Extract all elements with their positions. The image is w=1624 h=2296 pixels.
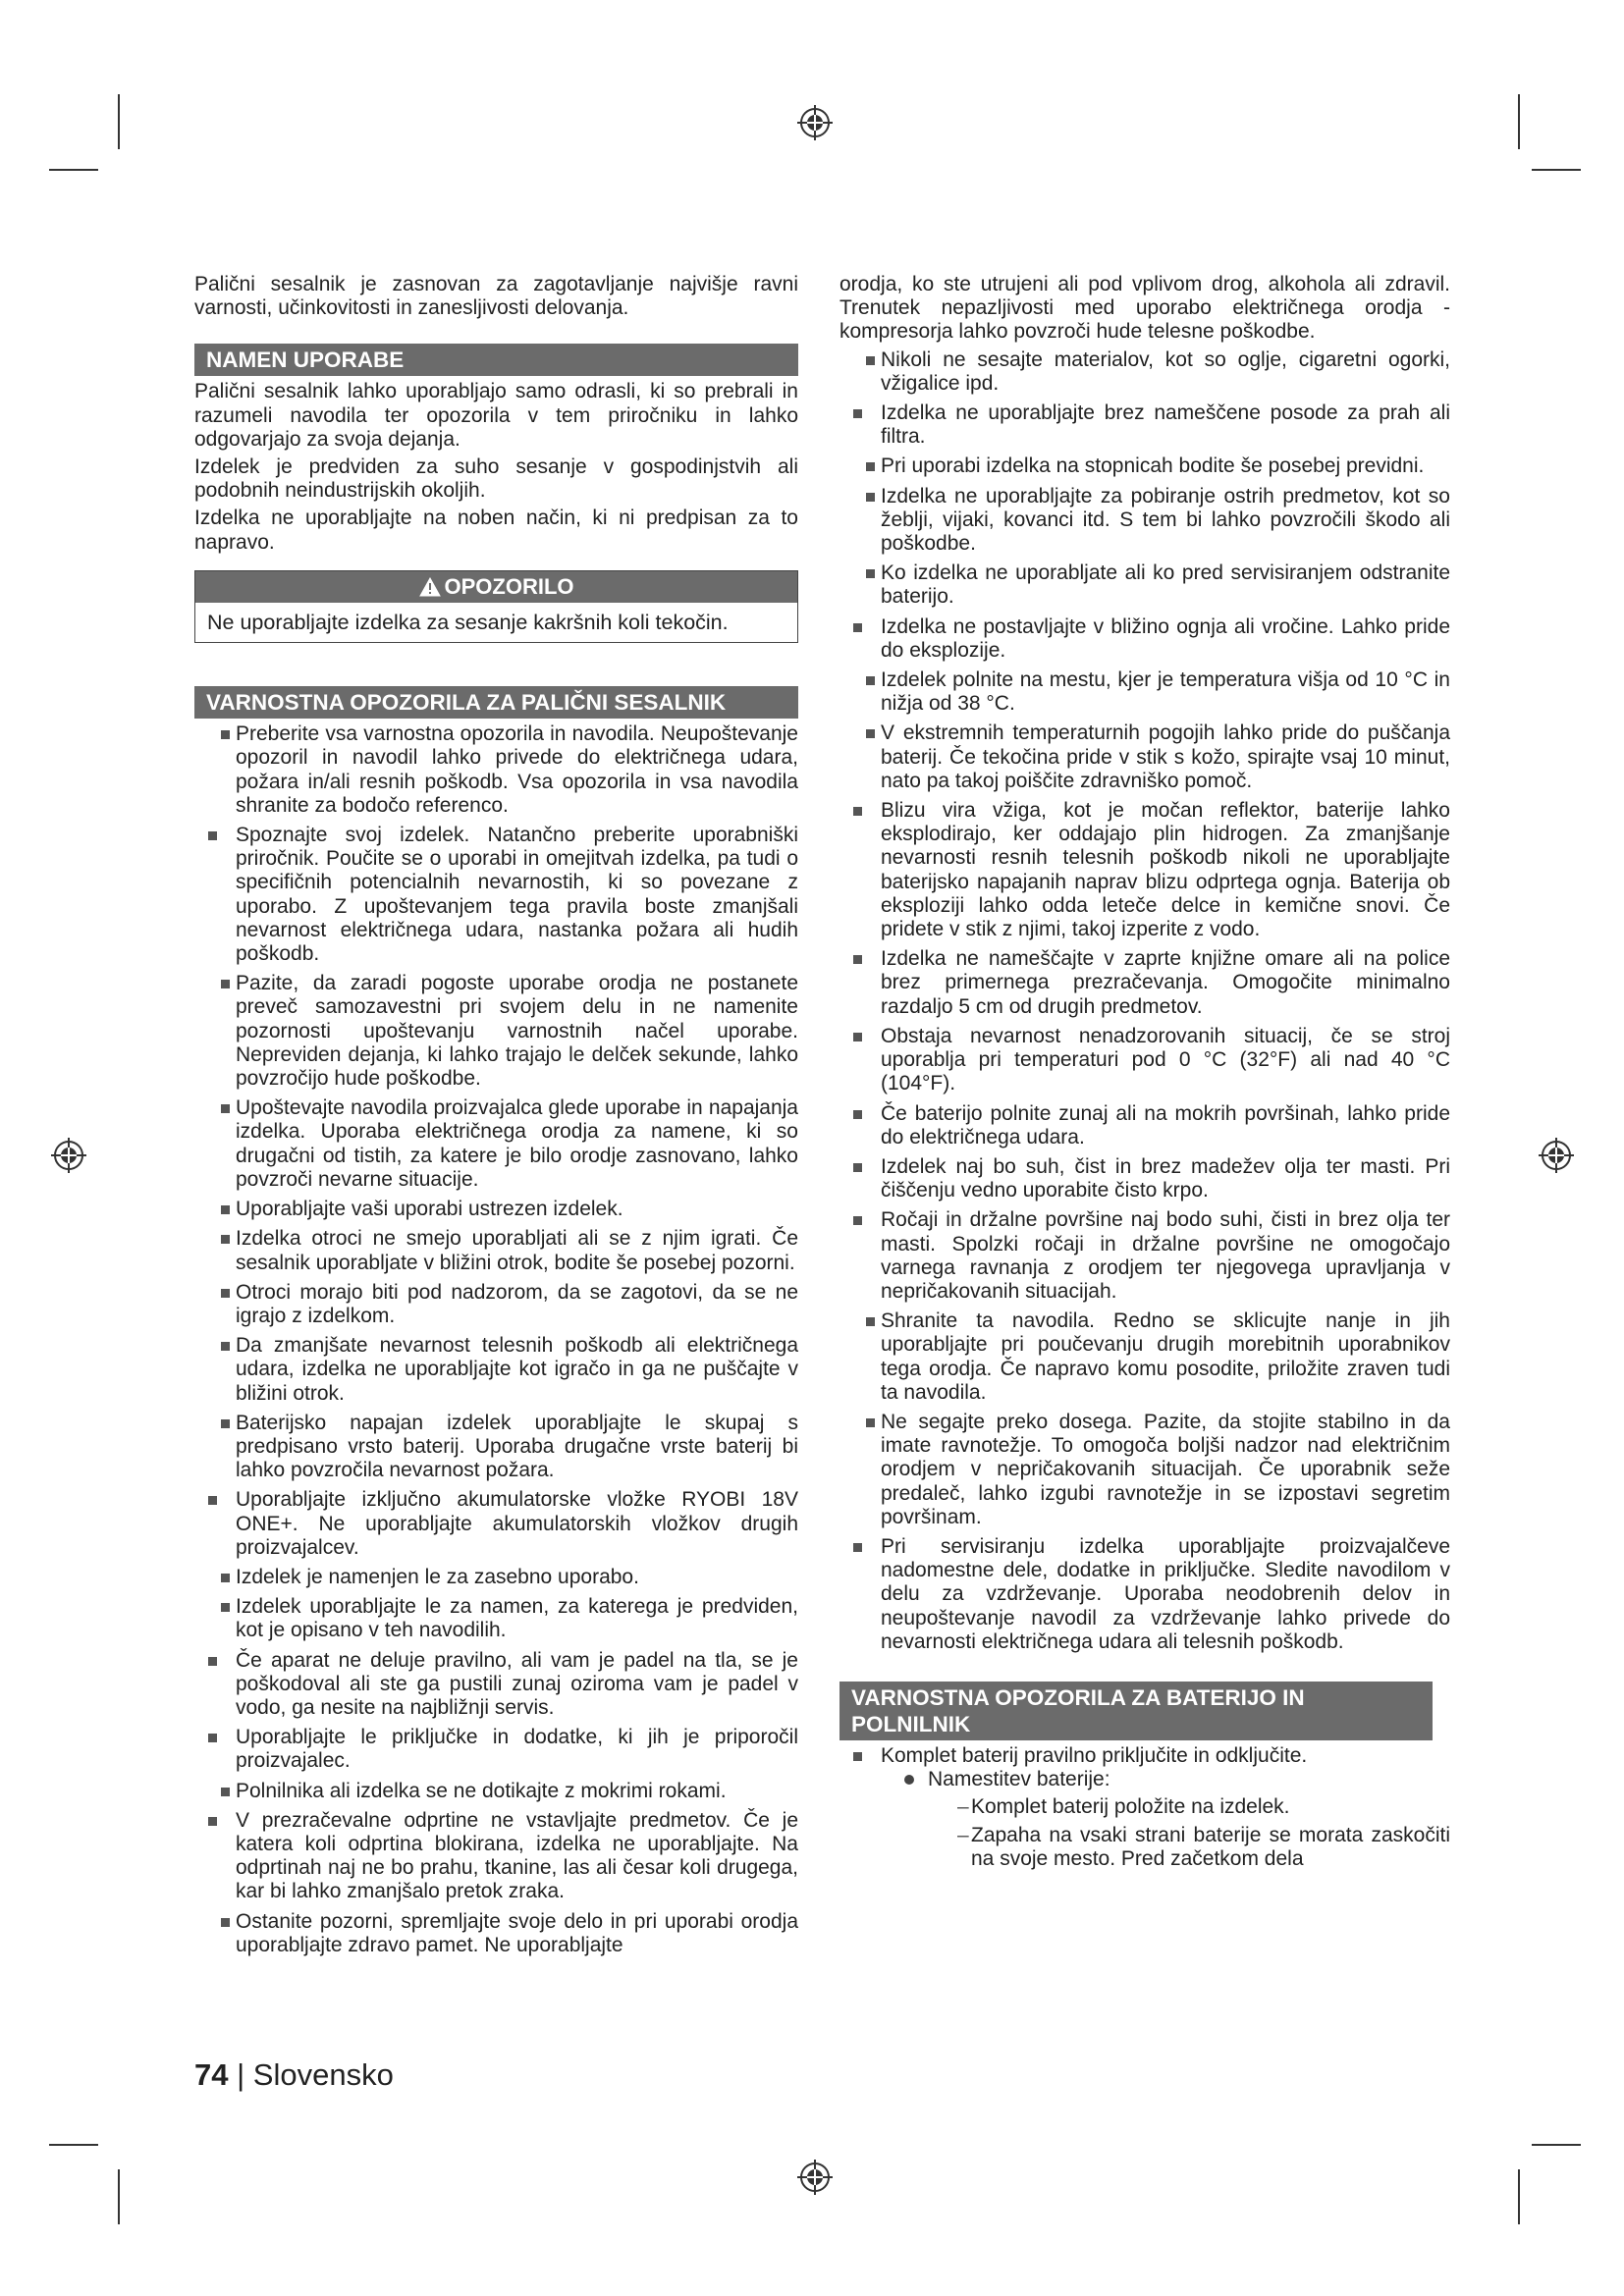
list-item: Če baterijo polnite zunaj ali na mokrih površinah, lahko pride do električnega udara.: [839, 1102, 1450, 1149]
list-item: Pri uporabi izdelka na stopnicah bodite še posebej previdni.: [839, 454, 1450, 478]
dash-item: – Komplet baterij položite na izdelek.: [957, 1795, 1450, 1819]
registration-mark-icon: [795, 103, 835, 142]
registration-mark-icon: [49, 1136, 88, 1175]
safety-list-left: [194, 722, 798, 1957]
left-column: [194, 273, 798, 1963]
crop-mark: [1532, 169, 1581, 171]
section-heading-safety: VARNOSTNA OPOZORILA ZA PALIČNI SESALNIK: [194, 686, 798, 719]
list-item: Preberite vsa varnostna opozorila in navodila. Neupoštevanje opozoril in navodil lahko privede do električnega udara, požara in/ali resnih poškodb. Vsa opozorila in vsa navodila shranite za bodočo referenco.: [194, 722, 798, 818]
warning-triangle-icon: [419, 577, 441, 597]
list-item: V prezračevalne odprtine ne vstavljajte predmetov. Če je katera koli odprtina blokirana, izdelka ne uporabljajte. Na odprtinah naj ne bo prahu, tkanine, las ali česar koli drugega, kar bi lahko zmanjšalo pretok zraka.: [194, 1809, 798, 1904]
list-item: Polnilnika ali izdelka se ne dotikajte z mokrimi rokami.: [194, 1780, 798, 1803]
list-item: Shranite ta navodila. Redno se sklicujte nanje in jih uporabljajte pri poučevanju drugih morebitnih uporabnikov tega orodja. Če napravo komu posodite, priložite zraven tudi ta navodila.: [839, 1309, 1450, 1405]
warning-title: OPOZORILO: [444, 573, 574, 599]
list-item: Baterijsko napajan izdelek uporabljajte le skupaj s predpisano vrsto baterij. Uporaba drugačne vrste baterij bi lahko povzročila nevarnost požara.: [194, 1412, 798, 1483]
warning-title-bar: [195, 571, 797, 603]
list-item: V ekstremnih temperaturnih pogojih lahko pride do puščanja baterij. Če tekočina pride v stik s kožo, spirajte vsaj 10 minut, nato pa takoj poiščite zdravniško pomoč.: [839, 721, 1450, 793]
page-number: 74: [194, 2057, 229, 2092]
namen-paragraph: Izdelek je predviden za suho sesanje v gospodinjstvih ali podobnih neindustrijskih okoljih.: [194, 455, 798, 503]
section-heading-battery: VARNOSTNA OPOZORILA ZA BATERIJO IN POLNILNIK: [839, 1682, 1433, 1740]
list-item: Ne segajte preko dosega. Pazite, da stojite stabilno in da imate ravnotežje. To omogoča boljši nadzor nad električnim orodjem v nepričakovanih situacijah. Če uporabnik seže predaleč, lahko izgubi ravnotežje in se izpostavi segretim površinam.: [839, 1411, 1450, 1529]
warning-box: [194, 570, 798, 643]
crop-mark: [1518, 94, 1520, 149]
footer-separator: |: [237, 2057, 245, 2092]
dash-list: [928, 1795, 1450, 1871]
crop-mark: [118, 2169, 120, 2224]
section-heading-namen: NAMEN UPORABE: [194, 344, 798, 376]
list-item: Ko izdelka ne uporabljate ali ko pred servisiranjem odstranite baterijo.: [839, 561, 1450, 609]
right-column: [839, 273, 1450, 1877]
footer-language: Slovensko: [252, 2057, 394, 2092]
intro-text: Palični sesalnik je zasnovan za zagotavljanje najvišje ravni varnosti, učinkovitosti in zanesljivosti delovanja.: [194, 273, 798, 320]
bullet-dot-icon: [904, 1775, 914, 1785]
list-item: Izdelek naj bo suh, čist in brez madežev olja ter masti. Pri čiščenju vedno uporabite čisto krpo.: [839, 1155, 1450, 1202]
crop-mark: [49, 2144, 98, 2146]
battery-list: [839, 1744, 1450, 1871]
list-item: Uporabljajte vaši uporabi ustrezen izdelek.: [194, 1198, 798, 1221]
safety-list-right: [839, 348, 1450, 1654]
crop-mark: [118, 94, 120, 149]
list-item: Otroci morajo biti pod nadzorom, da se zagotovi, da se ne igrajo z izdelkom.: [194, 1281, 798, 1328]
battery-sublist: [881, 1768, 1450, 1871]
list-item: Spoznajte svoj izdelek. Natančno preberite uporabniški priročnik. Poučite se o uporabi in omejitvah izdelka, pa tudi o specifičnih potencialnih nevarnostih, ki so povezane z uporabo. Z upoštevanjem tega pravila boste zmanjšali nevarnost električnega udara, nastanka požara ali hudih poškodb.: [194, 824, 798, 966]
list-item: Izdelek uporabljajte le za namen, za katerega je predviden, kot je opisano v teh navodilih.: [194, 1595, 798, 1642]
crop-mark: [49, 169, 98, 171]
battery-item-text: Komplet baterij pravilno priključite in odklj​učite.: [881, 1743, 1308, 1767]
crop-mark: [1532, 2144, 1581, 2146]
list-item: Da zmanjšate nevarnost telesnih poškodb ali električnega udara, izdelka ne uporabljajte kot igračo in ga ne puščajte v bližini otrok.: [194, 1334, 798, 1406]
warning-text: Ne uporabljajte izdelka za sesanje kakršnih koli tekočin.: [207, 611, 729, 635]
list-item: Upoštevajte navodila proizvajalca glede uporabe in napajanja izdelka. Uporaba električnega orodja za namene, ki so drugačni od tistih, za katere je bilo orodje zasnovano, lahko povzroči nevarne situacije.: [194, 1096, 798, 1192]
namen-paragraph: Izdelka ne uporabljajte na noben način, ki ni predpisan za to napravo.: [194, 507, 798, 554]
page-footer: [194, 2057, 394, 2093]
list-item: Izdelek je namenjen le za zasebno uporabo.: [194, 1566, 798, 1589]
continuation-text: orodja, ko ste utrujeni ali pod vplivom drog, alkohola ali zdravil. Trenutek nepazljivosti med uporabo električnega orodja - kompresorja lahko povzroči hude telesne poškodbe.: [839, 273, 1450, 344]
list-item: Ročaji in držalne površine naj bodo suhi, čisti in brez olja ter masti. Spolzki ročaji in držalne površine ne omogočajo varnega ravnanja z orodjem ter njegovega upravljanja v nepričakovanih situacijah.: [839, 1208, 1450, 1304]
dash-item: – Zapaha na vsaki strani baterije se morata zaskočiti na svoje mesto. Pred začetkom dela: [957, 1824, 1450, 1871]
list-item: [839, 1744, 1450, 1871]
list-item: Pri servisiranju izdelka uporabljajte proizvajalčeve nadomestne dele, dodatke in priključke. Sledite navodilom v delu za vzdrževanje. Uporaba neodobrenih delov in neupoštevanje navodil za vzdrževanje lahko privede do nevarnosti električnega udara ali telesnih poškodb.: [839, 1535, 1450, 1654]
list-item: Izdelka ne uporabljajte za pobiranje ostrih predmetov, kot so žeblji, vijaki, kovanci itd. S tem bi lahko povzročili škodo ali poškodbe.: [839, 485, 1450, 557]
list-item: Blizu vira vžiga, kot je močan reflektor, baterije lahko eksplodirajo, ker oddajajo plin hidrogen. Za zmanjšanje nevarnosti resnih telesnih poškodb nikoli ne uporabljajte baterijsko napajanih naprav blizu odprtega ognja. Baterija ob eksploziji lahko odda leteče delce in kemične snovi. Če pridete v stik z njimi, takoj izperite z vodo.: [839, 799, 1450, 941]
crop-mark: [1518, 2169, 1520, 2224]
list-item: Pazite, da zaradi pogoste uporabe orodja ne postanete preveč samozavestni pri svojem delu in ne namenite pozornosti upoštevanju varnostnih načel uporabe. Nepreviden dejanja, ki lahko trajajo le delček sekunde, lahko povzročijo hude poškodbe.: [194, 972, 798, 1091]
list-item: Izdelek polnite na mestu, kjer je temperatura višja od 10 °C in nižja od 38 °C.: [839, 668, 1450, 716]
list-item: Izdelka ne uporabljajte brez nameščene posode za prah ali filtra.: [839, 401, 1450, 449]
namen-paragraph: Palični sesalnik lahko uporabljajo samo odrasli, ki so prebrali in razumeli navodila ter opozorila v tem priročniku in lahko odgovarjajo za svoja dejanja.: [194, 380, 798, 451]
list-item: Če aparat ne deluje pravilno, ali vam je padel na tla, se je poškodoval ali ste ga pustili zunaj oziroma vam je padel v vodo, ga nesite na najbližnji servis.: [194, 1649, 798, 1721]
list-item: Uporabljajte le priključke in dodatke, ki jih je priporočil proizvajalec.: [194, 1726, 798, 1773]
registration-mark-icon: [795, 2158, 835, 2197]
sublist-item: [928, 1768, 1450, 1871]
list-item: Izdelka ne postavljajte v bližino ognja ali vročine. Lahko pride do eksplozije.: [839, 615, 1450, 663]
list-item: Uporabljajte izključno akumulatorske vložke RYOBI 18V ONE+. Ne uporabljajte akumulatorskih vložkov drugih proizvajalcev.: [194, 1488, 798, 1560]
list-item: Obstaja nevarnost nenadzorovanih situacij, če se stroj uporablja pri temperaturi pod 0 °C (32°F) ali nad 40 °C (104°F).: [839, 1025, 1450, 1096]
list-item: Nikoli ne sesajte materialov, kot so oglje, cigaretni ogorki, vžigalice ipd.: [839, 348, 1450, 396]
list-item: Izdelka otroci ne smejo uporabljati ali se z njim igrati. Če sesalnik uporabljate v bližini otrok, bodite še posebej pozorni.: [194, 1227, 798, 1274]
registration-mark-icon: [1537, 1136, 1576, 1175]
sublist-item-title: Namestitev baterije:: [928, 1768, 1110, 1791]
list-item: Izdelka ne nameščajte v zaprte knjižne omare ali na police brez primernega prezračevanja. Omogočite minimalno razdaljo 5 cm od drugih predmetov.: [839, 947, 1450, 1019]
list-item: Ostanite pozorni, spremljajte svoje delo in pri uporabi orodja uporabljajte zdravo pamet. Ne uporabljajte: [194, 1910, 798, 1957]
